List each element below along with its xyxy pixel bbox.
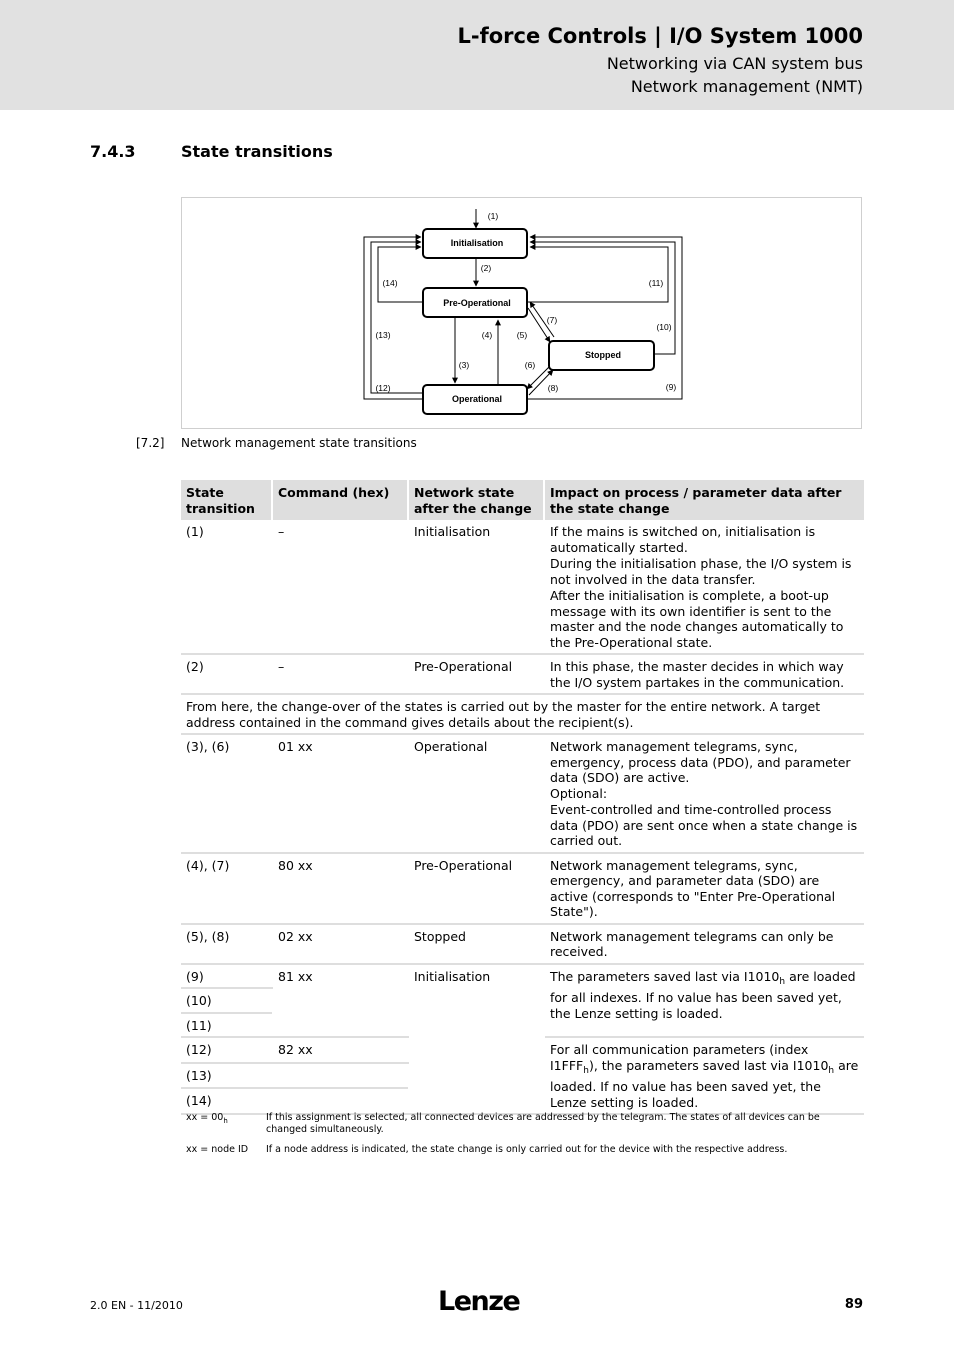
cell-command: 02 xx xyxy=(272,924,408,964)
cell-impact xyxy=(544,520,864,654)
cell-state-transition: (10) xyxy=(181,988,272,1013)
cell-network-state: Initialisation xyxy=(408,520,544,654)
transition-label-5: (5) xyxy=(516,330,528,340)
section-subtitle: Network management (NMT) xyxy=(630,77,863,96)
footnote-text: If this assignment is selected, all connected devices are addressed by the telegram. The states of all devices can be changed simultaneously. xyxy=(266,1112,820,1135)
cell-command xyxy=(272,1063,408,1089)
cell-impact: Network management telegrams, sync, emergency, and parameter data (SDO) are active (corresponds to "Enter Pre-Operational State"). xyxy=(544,853,864,924)
cell-state-transition: (11) xyxy=(181,1013,272,1038)
cell-state-transition: (1) xyxy=(181,520,272,654)
transition-label-14: (14) xyxy=(382,278,398,288)
cell-network-state: Operational xyxy=(408,734,544,853)
table-row xyxy=(181,734,864,853)
state-stopped-label: Stopped xyxy=(585,350,621,360)
transition-label-13: (13) xyxy=(375,330,391,340)
transition-label-7: (7) xyxy=(546,315,558,325)
footnote-text: If a node address is indicated, the state change is only carried out for the device with the respective address. xyxy=(266,1144,788,1155)
cell-state-transition: (14) xyxy=(181,1088,272,1114)
cell-state-transition: (3), (6) xyxy=(181,734,272,853)
state-diagram xyxy=(182,198,863,430)
cell-impact xyxy=(544,964,864,1038)
cell-state-transition: (2) xyxy=(181,654,272,694)
cell-command: 80 xx xyxy=(272,853,408,924)
impact-text: ), the parameters saved last via I1010 xyxy=(588,1057,829,1073)
cell-network-state: Pre-Operational xyxy=(408,654,544,694)
cell-command: 81 xx xyxy=(272,964,408,1038)
section-number: 7.4.3 xyxy=(90,142,136,161)
transition-label-11: (11) xyxy=(648,278,664,288)
arrow-14 xyxy=(378,247,423,302)
hex-subscript: h xyxy=(583,1065,589,1076)
table-row-note xyxy=(181,694,864,734)
arrow-11 xyxy=(528,247,668,302)
document-title: L-force Controls | I/O System 1000 xyxy=(457,24,863,48)
transition-label-12: (12) xyxy=(375,383,391,393)
header-command: Command (hex) xyxy=(272,480,408,520)
state-initialisation-label: Initialisation xyxy=(450,238,504,248)
state-preoperational-label: Pre-Operational xyxy=(443,298,511,308)
table-row xyxy=(181,853,864,924)
cell-command: – xyxy=(272,520,408,654)
lenze-logo: Lenze xyxy=(438,1286,520,1317)
footnote-term: xx = node ID xyxy=(186,1144,249,1155)
cell-state-transition: (12) xyxy=(181,1037,272,1063)
cell-impact xyxy=(544,734,864,853)
cell-command xyxy=(272,1088,408,1114)
hex-subscript: h xyxy=(828,1065,835,1076)
cell-state-transition: (13) xyxy=(181,1063,272,1089)
transition-label-2: (2) xyxy=(480,263,492,273)
impact-text: If the mains is switched on, initialisation is automatically started. xyxy=(550,524,816,555)
arrow-5 xyxy=(528,308,550,342)
table-row xyxy=(181,654,864,694)
cell-impact xyxy=(544,1037,864,1114)
figure-box xyxy=(181,197,862,429)
impact-text: are loaded for all indexes. If no value has been saved yet, the Lenze setting is loaded. xyxy=(550,968,856,1021)
transition-label-10: (10) xyxy=(656,322,672,332)
cell-network-state: Stopped xyxy=(408,924,544,964)
arrow-10 xyxy=(530,242,675,354)
transition-label-8: (8) xyxy=(547,383,559,393)
state-transition-table xyxy=(181,480,864,1115)
arrow-12 xyxy=(364,237,423,399)
table-row xyxy=(181,964,864,989)
hex-subscript: h xyxy=(779,976,786,987)
cell-state-transition: (5), (8) xyxy=(181,924,272,964)
figure-number: [7.2] xyxy=(136,436,165,450)
transition-label-3: (3) xyxy=(458,360,470,370)
impact-text: During the initialisation phase, the I/O system is not involved in the data transfer. xyxy=(550,556,852,587)
figure-caption: Network management state transitions xyxy=(181,436,417,450)
impact-text: For all communication parameters (index I1FFF xyxy=(550,1042,809,1073)
cell-impact: Network management telegrams can only be received. xyxy=(544,924,864,964)
cell-network-state: Pre-Operational xyxy=(408,853,544,924)
impact-text: Optional: xyxy=(550,785,608,801)
header-band xyxy=(0,0,954,110)
section-title: State transitions xyxy=(181,142,333,161)
impact-text: are loaded. If no value has been saved yet, the Lenze setting is loaded. xyxy=(550,1057,859,1110)
state-operational-label: Operational xyxy=(451,394,503,404)
cell-command: – xyxy=(272,654,408,694)
header-state-transition: State transition xyxy=(181,480,272,520)
chapter-subtitle: Networking via CAN system bus xyxy=(606,54,863,73)
impact-text: Network management telegrams, sync, emergency, process data (PDO), and parameter data (SDO) are active. xyxy=(550,739,851,785)
transition-label-6: (6) xyxy=(524,360,536,370)
footnote-term xyxy=(186,1112,228,1127)
cell-command: 01 xx xyxy=(272,734,408,853)
cell-network-state: Initialisation xyxy=(408,964,544,1115)
impact-text: After the initialisation is complete, a boot-up message with its own identifier is sent to the master and the node changes automatically to the Pre-Operational state. xyxy=(550,588,844,650)
header-impact: Impact on process / parameter data after the state change xyxy=(544,480,864,520)
hex-subscript: h xyxy=(223,1117,228,1125)
transition-label-9: (9) xyxy=(665,382,677,392)
transition-label-4: (4) xyxy=(481,330,493,340)
table-header-row xyxy=(181,480,864,520)
cell-state-transition: (9) xyxy=(181,964,272,989)
impact-text: The parameters saved last via I1010 xyxy=(550,968,780,984)
cell-note: From here, the change-over of the states is carried out by the master for the entire network. A target address contained in the command gives details about the recipient(s). xyxy=(181,694,864,734)
page-number: 89 xyxy=(844,1297,863,1312)
table-row xyxy=(181,520,864,654)
arrow-13 xyxy=(371,242,423,393)
cell-command: 82 xx xyxy=(272,1037,408,1063)
table-row xyxy=(181,924,864,964)
transition-label-1: (1) xyxy=(487,211,499,221)
cell-state-transition: (4), (7) xyxy=(181,853,272,924)
footnote-term-text: xx = 00 xyxy=(186,1112,224,1123)
cell-impact: In this phase, the master decides in which way the I/O system partakes in the communication. xyxy=(544,654,864,694)
header-network-state: Network state after the change xyxy=(408,480,544,520)
impact-text: Event-controlled and time-controlled process data (PDO) are sent once when a state change is carried out. xyxy=(550,802,858,848)
document-version: 2.0 EN - 11/2010 xyxy=(90,1299,183,1312)
